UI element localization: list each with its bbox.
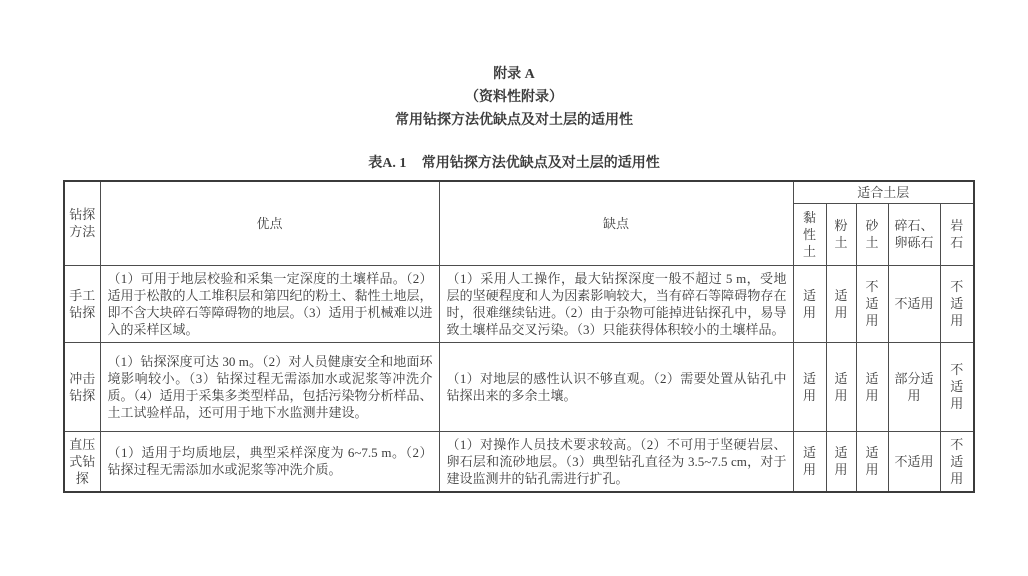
suitability-value: 适用: [834, 287, 848, 320]
method-label: 手工钻探: [69, 287, 96, 320]
suitability-gravel-cell: [888, 265, 940, 342]
header-suitable-group-cell: 适合土层: [793, 181, 974, 203]
suitability-sand-cell: [856, 265, 888, 342]
cons-cell: （1）对地层的感性认识不够直观。（2）需要处置从钻孔中钻探出来的多余土壤。: [439, 342, 793, 431]
suitability-clay-cell: [793, 342, 826, 431]
pros-cell: （1）可用于地层校验和采集一定深度的土壤样品。（2）适用于松散的人工堆积层和第四纪的粉土、黏性土地层，即不含大块碎石等障碍物的地层。（3）适用于机械难以进入的采样区域。: [100, 265, 439, 342]
method-label: 直压式钻探: [69, 436, 96, 486]
pros-cell: （1）钻探深度可达 30 m。（2）对人员健康安全和地面环境影响较小。（3）钻探过程无需添加水或泥浆等冲洗介质。（4）适用于采集多类型样品，包括污染物分析样品、土工试验样品，还可用于地下水监测井建设。: [100, 342, 439, 431]
suitability-sand-cell: [856, 342, 888, 431]
header-cons-cell: 缺点: [439, 181, 793, 265]
cons-cell: （1）对操作人员技术要求较高。（2）不可用于坚硬岩层、卵石层和流砂地层。（3）典型钻孔直径为 3.5~7.5 cm，对于建设监测井的钻孔需进行扩孔。: [439, 431, 793, 492]
table-caption: [0, 152, 1028, 172]
suitability-value: 不适用: [950, 362, 964, 411]
header-soil-gravel-cell: [888, 203, 940, 265]
header-soil-rock-cell: [940, 203, 974, 265]
suitability-value: 不适用: [950, 436, 964, 486]
header-soil-clay-label: 黏性土: [802, 209, 816, 259]
header-method-label: 钻探方法: [69, 207, 96, 240]
appendix-title: 附录 A: [493, 67, 535, 82]
title-block: [0, 0, 1028, 132]
cons-cell: （1）采用人工操作，最大钻探深度一般不超过 5 m，受地层的坚硬程度和人为因素影响较大，当有碎石等障碍物存在时，很难继续钻进。（2）由于杂物可能掉进钻探孔中，易导致土壤样品交叉污染。（3）只能获得体积较小的土壤样品。: [439, 265, 793, 342]
drilling-methods-table: [63, 180, 975, 493]
pros-cell: （1）适用于均质地层，典型采样深度为 6~7.5 m。（2）钻探过程无需添加水或泥浆等冲洗介质。: [100, 431, 439, 492]
appendix-heading: 常用钻探方法优缺点及对土层的适用性: [395, 113, 633, 128]
method-cell: [64, 265, 100, 342]
table-row-percussion-drilling: [64, 342, 974, 431]
header-soil-rock-label: 岩石: [950, 218, 964, 250]
method-label: 冲击钻探: [69, 370, 96, 403]
suitability-value: 不适用: [865, 279, 879, 328]
header-method-cell: [64, 181, 100, 265]
suitability-value: 部分适用: [894, 370, 934, 403]
suitability-value: 不适用: [894, 453, 934, 469]
header-pros-cell: 优点: [100, 181, 439, 265]
suitability-rock-cell: [940, 265, 974, 342]
suitability-silt-cell: [826, 265, 856, 342]
suitability-value: 适用: [802, 287, 816, 320]
header-soil-silt-cell: [826, 203, 856, 265]
header-soil-silt-label: 粉土: [834, 218, 848, 250]
header-soil-sand-cell: [856, 203, 888, 265]
suitability-value: 不适用: [950, 279, 964, 328]
header-soil-clay-cell: [793, 203, 826, 265]
suitability-clay-cell: [793, 265, 826, 342]
table-row-manual-drilling: [64, 265, 974, 342]
appendix-subtitle: （资料性附录）: [465, 90, 563, 105]
suitability-gravel-cell: [888, 431, 940, 492]
suitability-value: 适用: [834, 445, 848, 477]
suitability-rock-cell: [940, 342, 974, 431]
suitability-value: 适用: [802, 445, 816, 477]
suitability-gravel-cell: [888, 342, 940, 431]
method-cell: [64, 342, 100, 431]
table-caption-title: 常用钻探方法优缺点及对土层的适用性: [421, 156, 660, 171]
suitability-sand-cell: [856, 431, 888, 492]
suitability-value: 适用: [865, 370, 879, 403]
table-caption-label: 表A. 1: [368, 156, 407, 171]
suitability-silt-cell: [826, 431, 856, 492]
header-soil-sand-label: 砂土: [865, 218, 879, 250]
suitability-silt-cell: [826, 342, 856, 431]
header-soil-gravel-label: 碎石、卵砾石: [894, 218, 934, 250]
suitability-value: 适用: [834, 370, 848, 403]
suitability-value: 适用: [865, 445, 879, 477]
suitability-value: 不适用: [894, 296, 934, 311]
suitability-value: 适用: [802, 370, 816, 403]
suitability-rock-cell: [940, 431, 974, 492]
suitability-clay-cell: [793, 431, 826, 492]
method-cell: [64, 431, 100, 492]
header-row-top: [64, 181, 974, 203]
table-row-direct-push-drilling: [64, 431, 974, 492]
